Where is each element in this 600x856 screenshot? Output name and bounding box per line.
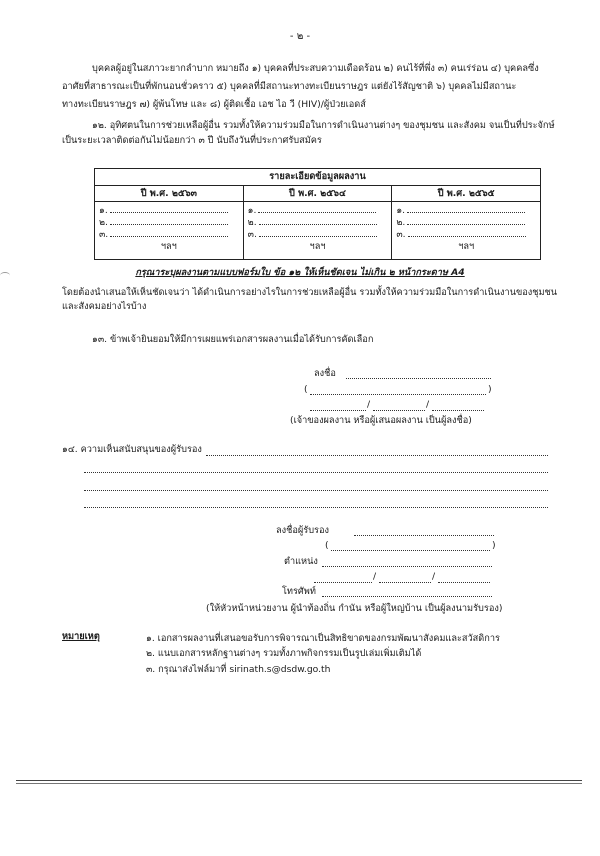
bottom-rule — [16, 780, 582, 781]
date-separator: / — [426, 399, 430, 410]
remark-item: ๑. เอกสารผลงานที่เสนอขอรับการพิจารณาเป็นสิทธิขาดของกรมพัฒนาสังคมและสวัสดิการ — [146, 633, 500, 644]
name-line[interactable] — [310, 394, 486, 395]
name-paren-open: ( — [304, 384, 308, 395]
table-item: ๓. — [99, 229, 239, 241]
table-item: ๒. — [248, 217, 388, 229]
table-item: ๓. — [396, 229, 536, 241]
intro-line-2: อาศัยที่สาธารณะเป็นที่พักนอนชั่วคราว ๕) บุคคลที่มีสถานะทางทะเบียนราษฎร แต่ยังไร้สัญชาติ ๖) บุคคลไม่มีสถานะ — [62, 81, 517, 92]
bottom-rule — [16, 783, 582, 784]
position-line[interactable] — [322, 566, 492, 567]
item-12-line-1: ๑๒. อุทิศตนในการช่วยเหลือผู้อื่น รวมทั้งให้ความร่วมมือในการดำเนินงานต่างๆ ของชุมชน และสังคม จนเป็นที่ประจักษ์ — [92, 120, 555, 131]
endorser-signature-label: ลงชื่อผู้รับรอง — [276, 525, 329, 536]
table-column-2563 — [95, 186, 244, 259]
table-item: ๑. — [248, 205, 388, 217]
opinion-line[interactable] — [84, 490, 548, 491]
opinion-line[interactable] — [84, 507, 548, 508]
table-item: ๑. — [396, 205, 536, 217]
table-column-2565 — [392, 186, 540, 259]
date-separator: / — [432, 571, 436, 582]
remark-item: ๒. แนบเอกสารหลักฐานต่างๆ รวมทั้งภาพกิจกรรมเป็นรูปเล่มเพิ่มเติมได้ — [146, 648, 422, 659]
endorser-date-year-line[interactable] — [438, 582, 490, 583]
column-year: ปี พ.ศ. ๒๕๖๓ — [95, 186, 243, 202]
work-details-table — [94, 168, 541, 260]
item-12-line-2: เป็นระยะเวลาติดต่อกันไม่น้อยกว่า ๓ ปี นับถึงวันที่ประกาศรับสมัคร — [62, 135, 322, 146]
column-year: ปี พ.ศ. ๒๕๖๕ — [392, 186, 540, 202]
table-etc: ฯลฯ — [458, 241, 475, 252]
table-item: ๒. — [99, 217, 239, 229]
intro-line-1: บุคคลผู้อยู่ในสภาวะยากลำบาก หมายถึง ๑) บุคคลที่ประสบความเดือดร้อน ๒) คนไร้ที่พึ่ง ๓) คนเร่ร่อน ๔) บุคคลซึ่ง — [92, 63, 539, 74]
table-title: รายละเอียดข้อมูลผลงาน — [95, 169, 540, 186]
page-number: - ๒ - — [289, 31, 311, 42]
table-item: ๑. — [99, 205, 239, 217]
opinion-line[interactable] — [206, 455, 548, 456]
date-separator: / — [373, 571, 377, 582]
phone-line[interactable] — [322, 596, 492, 597]
endorser-paren-open: ( — [325, 540, 329, 551]
date-year-line[interactable] — [432, 410, 484, 411]
item-13: ๑๓. ข้าพเจ้ายินยอมให้มีการเผยแพร่เอกสารผลงานเมื่อได้รับการคัดเลือก — [92, 334, 374, 345]
date-day-line[interactable] — [310, 410, 366, 411]
table-item: ๓. — [248, 229, 388, 241]
position-label: ตำแหน่ง — [284, 556, 318, 567]
item-14: ๑๔. ความเห็นสนับสนุนของผู้รับรอง — [62, 444, 202, 455]
date-separator: / — [367, 399, 371, 410]
remark-item: ๓. กรุณาส่งไฟล์มาที่ sirinath.s@dsdw.go.th — [146, 664, 331, 675]
table-etc: ฯลฯ — [309, 241, 326, 252]
phone-label: โทรศัพท์ — [282, 586, 316, 597]
signature-caption: (เจ้าของผลงาน หรือผู้เสนอผลงาน เป็นผู้ลงชื่อ) — [290, 415, 472, 426]
endorser-paren-close: ) — [492, 540, 496, 551]
endorser-date-day-line[interactable] — [314, 582, 372, 583]
table-etc: ฯลฯ — [160, 241, 177, 252]
endorser-name-line[interactable] — [331, 550, 490, 551]
punch-mark — [0, 272, 10, 279]
opinion-line[interactable] — [84, 472, 548, 473]
endorser-signature-line[interactable] — [354, 535, 494, 536]
table-item: ๒. — [396, 217, 536, 229]
endorser-caption: (ให้หัวหน้าหน่วยงาน ผู้นำท้องถิ่น กำนัน หรือผู้ใหญ่บ้าน เป็นผู้ลงนามรับรอง) — [206, 603, 503, 614]
explain-line-2: และสังคมอย่างไรบ้าง — [62, 301, 147, 312]
intro-line-3: ทางทะเบียนราษฎร ๗) ผู้พ้นโทษ และ ๘) ผู้ติดเชื้อ เอช ไอ วี (HIV)/ผู้ป่วยเอดส์ — [62, 99, 366, 110]
signature-line[interactable] — [346, 378, 491, 379]
column-year: ปี พ.ศ. ๒๕๖๔ — [244, 186, 392, 202]
explain-line-1: โดยต้องนำเสนอให้เห็นชัดเจนว่า ได้ดำเนินการอย่างไรในการช่วยเหลือผู้อื่น รวมทั้งให้ความร่วมมือในการดำเนินงานของชุมชน — [62, 287, 558, 298]
endorser-date-month-line[interactable] — [379, 582, 431, 583]
table-note: กรุณาระบุผลงานตามแบบฟอร์มใบ ข้อ ๑๒ ให้เห็นชัดเจน ไม่เกิน ๒ หน้ากระดาษ A4 — [135, 267, 465, 278]
name-paren-close: ) — [488, 384, 492, 395]
signature-label: ลงชื่อ — [314, 368, 336, 379]
remarks-label: หมายเหตุ — [62, 631, 100, 642]
table-column-2564 — [244, 186, 393, 259]
date-month-line[interactable] — [373, 410, 425, 411]
